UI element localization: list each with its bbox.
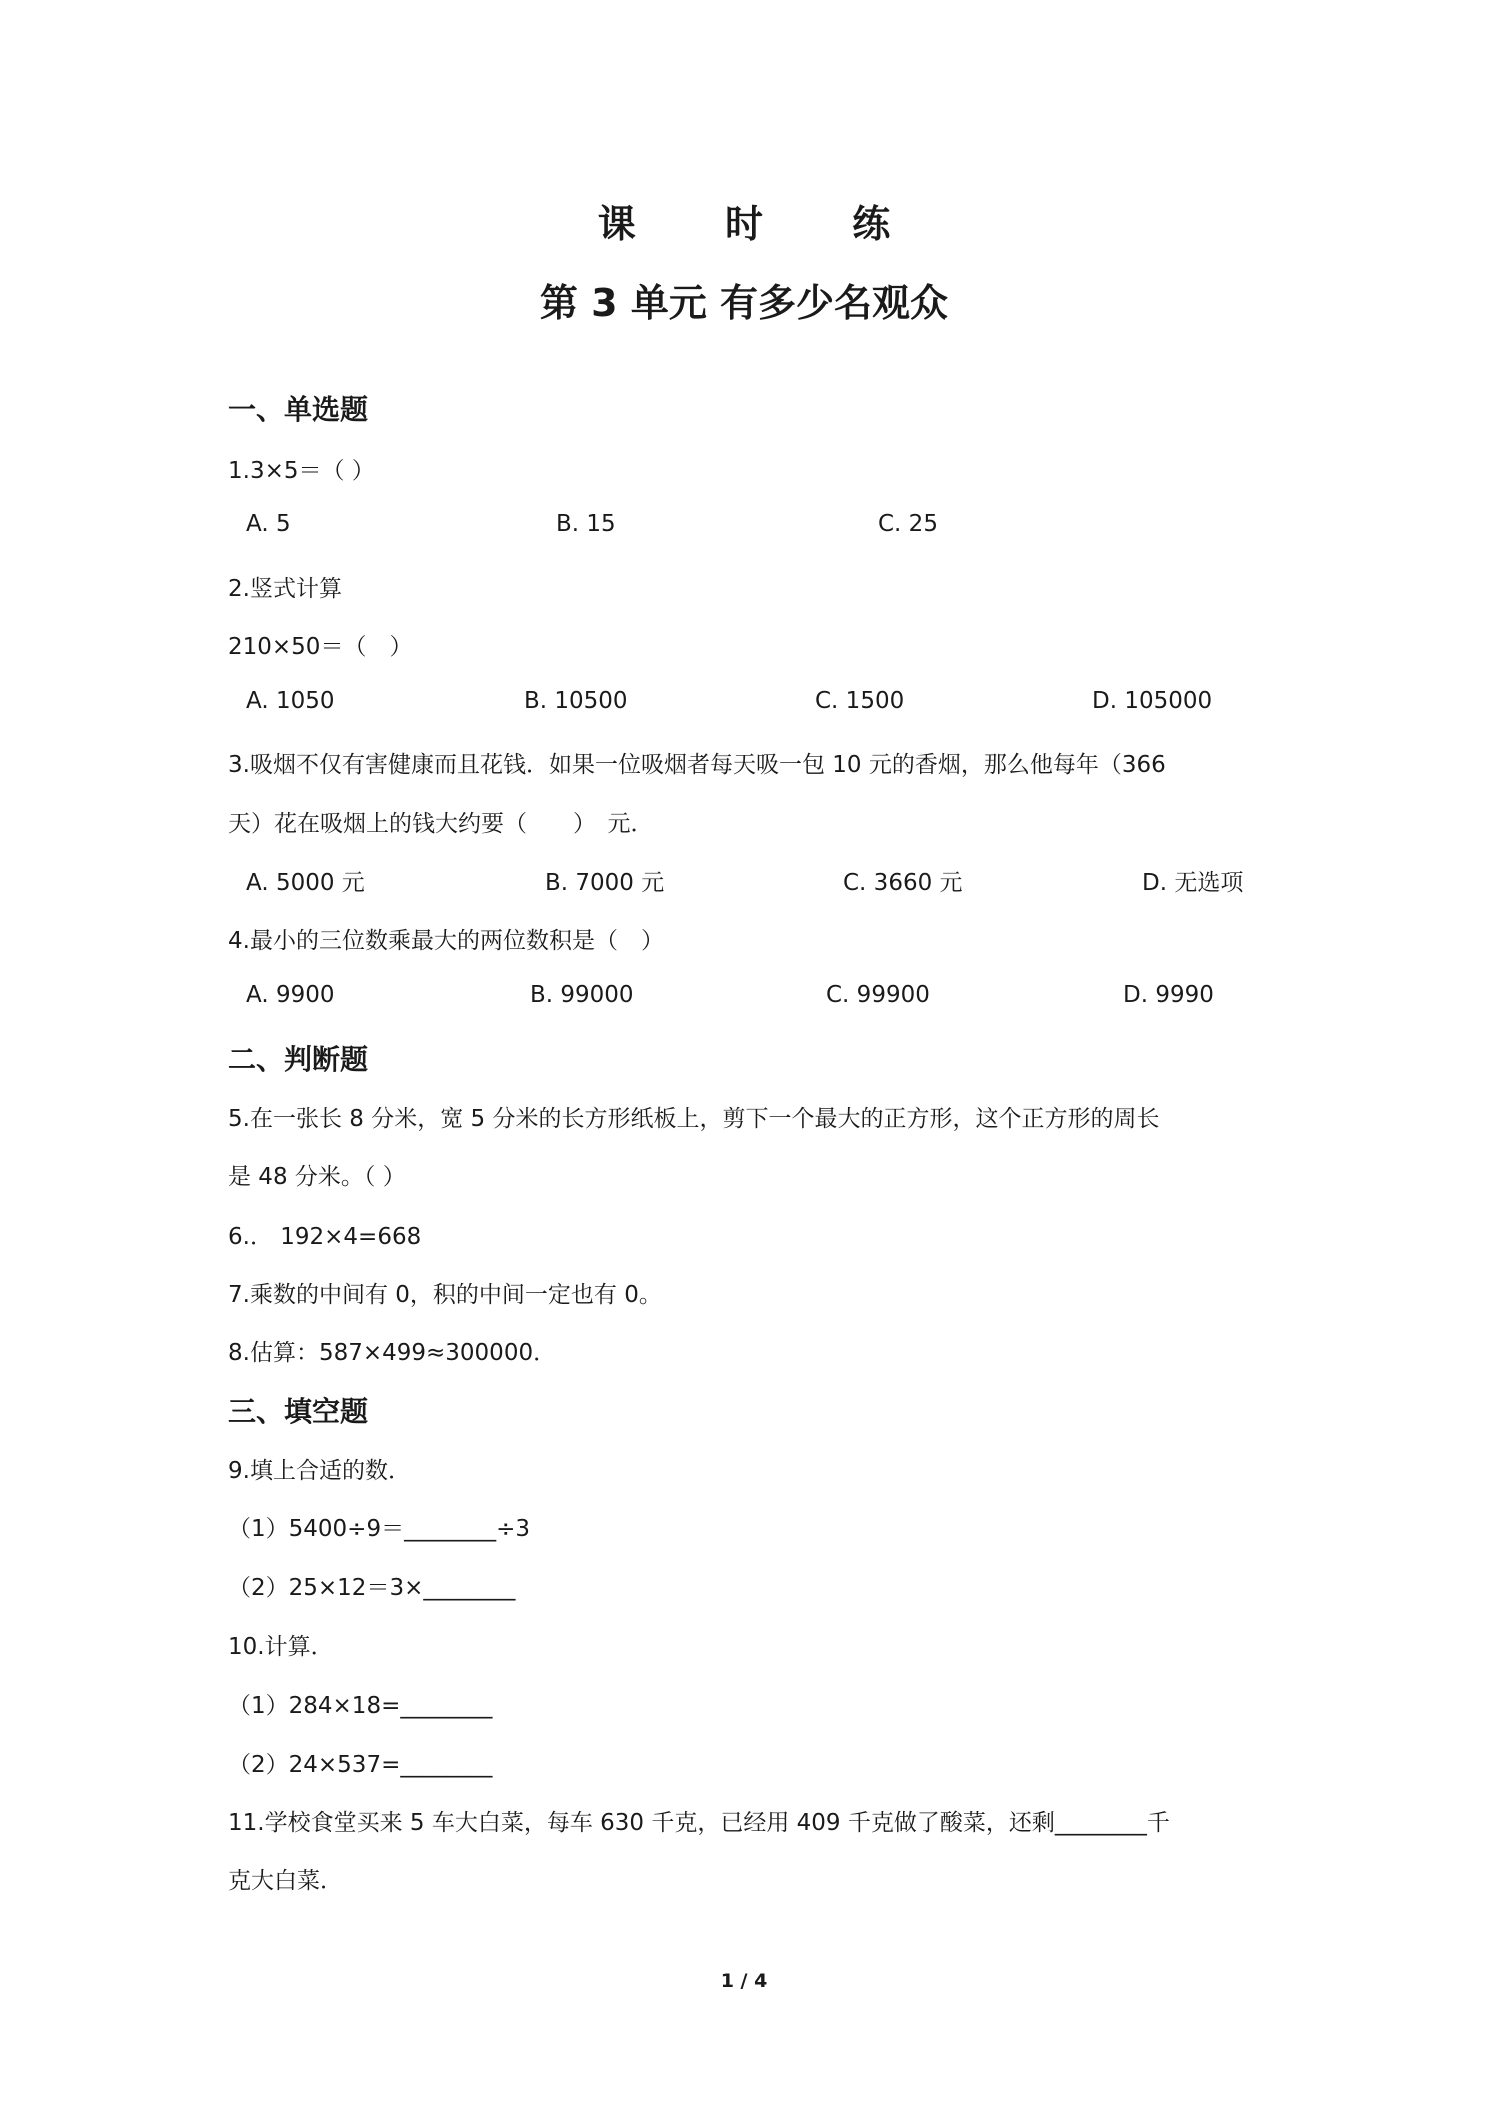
question-1-option-c: C. 25 bbox=[878, 511, 938, 537]
page-number: 1 / 4 bbox=[720, 1970, 768, 1992]
question-2-stem: 2.竖式计算 bbox=[228, 576, 342, 602]
question-10-stem: 10.计算． bbox=[228, 1634, 334, 1660]
question-10-part-1: （1）284×18=________ bbox=[228, 1693, 493, 1719]
question-3-option-d: D. 无选项 bbox=[1142, 870, 1244, 896]
question-3-option-a: A. 5000 元 bbox=[246, 870, 365, 896]
question-1-stem: 1.3×5＝（ ） bbox=[228, 458, 375, 484]
question-11-stem-cont: 克大白菜． bbox=[228, 1868, 343, 1894]
question-9-part-1: （1）5400÷9＝________÷3 bbox=[228, 1516, 530, 1542]
question-1-option-a: A. 5 bbox=[246, 511, 291, 537]
question-3-option-b: B. 7000 元 bbox=[545, 870, 665, 896]
question-4-option-d: D. 9990 bbox=[1123, 982, 1214, 1008]
question-2-option-d: D. 105000 bbox=[1092, 688, 1213, 714]
question-10-part-2: （2）24×537=________ bbox=[228, 1752, 493, 1778]
question-4-option-c: C. 99900 bbox=[826, 982, 930, 1008]
question-7-stem: 7.乘数的中间有 0，积的中间一定也有 0。 bbox=[228, 1282, 662, 1308]
question-6-stem: 6.． 192×4=668 bbox=[228, 1224, 422, 1250]
question-5-stem-cont: 是 48 分米。（ ） bbox=[228, 1164, 406, 1190]
question-2-expression: 210×50＝（ ） bbox=[228, 634, 413, 660]
section-heading-fill-blank: 三、填空题 bbox=[228, 1395, 369, 1428]
question-4-option-b: B. 99000 bbox=[530, 982, 634, 1008]
question-4-stem: 4.最小的三位数乘最大的两位数积是（ ） bbox=[228, 928, 664, 954]
question-1-option-b: B. 15 bbox=[556, 511, 616, 537]
question-4-option-a: A. 9900 bbox=[246, 982, 335, 1008]
section-heading-single-choice: 一、单选题 bbox=[228, 393, 369, 426]
question-2-option-b: B. 10500 bbox=[524, 688, 628, 714]
section-heading-true-false: 二、判断题 bbox=[228, 1043, 369, 1076]
question-2-option-a: A. 1050 bbox=[246, 688, 335, 714]
question-5-stem: 5.在一张长 8 分米，宽 5 分米的长方形纸板上，剪下一个最大的正方形，这个正方形的周长 bbox=[228, 1106, 1160, 1132]
question-3-stem: 3.吸烟不仅有害健康而且花钱．如果一位吸烟者每天吸一包 10 元的香烟，那么他每年（366 bbox=[228, 752, 1166, 778]
question-11-stem: 11.学校食堂买来 5 车大白菜，每车 630 千克，已经用 409 千克做了酸菜，还剩________千 bbox=[228, 1810, 1170, 1836]
question-9-stem: 9.填上合适的数． bbox=[228, 1458, 411, 1484]
question-3-stem-cont: 天）花在吸烟上的钱大约要（ ） 元． bbox=[228, 811, 654, 837]
question-2-option-c: C. 1500 bbox=[815, 688, 905, 714]
question-9-part-2: （2）25×12＝3×________ bbox=[228, 1575, 516, 1601]
page-subtitle: 第 3 单元 有多少名观众 bbox=[539, 281, 949, 325]
question-8-stem: 8.估算：587×499≈300000． bbox=[228, 1340, 557, 1366]
page-title: 课 时 练 bbox=[597, 202, 929, 246]
question-3-option-c: C. 3660 元 bbox=[843, 870, 963, 896]
